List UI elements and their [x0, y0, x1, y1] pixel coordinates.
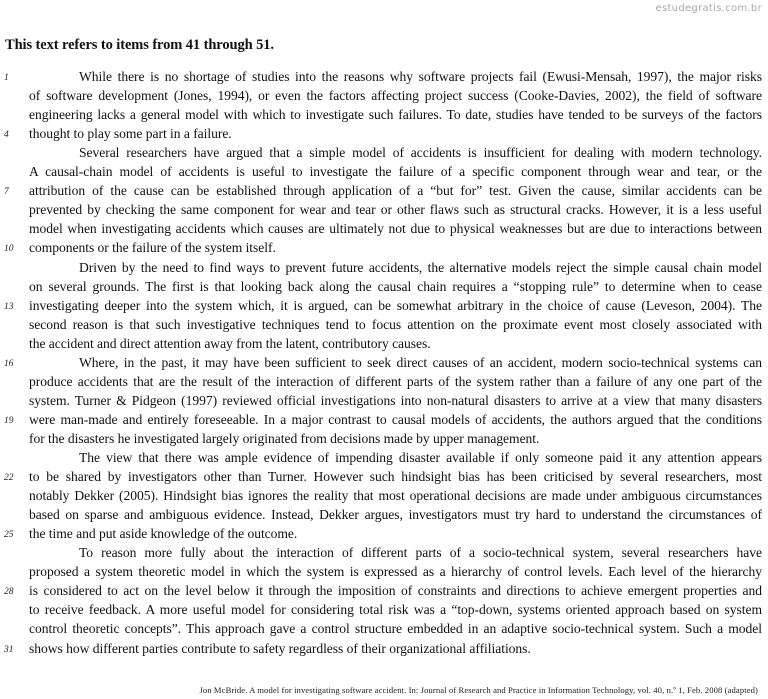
passage-line: produce accidents that are the result of the interaction of different parts of the system rather than a failure of any one part of the — [29, 373, 762, 389]
line-number: 19 — [4, 415, 14, 426]
passage-line: A causal-chain model of accidents is useful to investigate the failure of a specific component through wear and tear, or the — [29, 164, 762, 180]
passage-line: control theoretic concepts”. This approach gave a control structure embedded in an adaptive socio-technical system. Such a model — [29, 621, 762, 637]
passage-line: is considered to act on the level below it through the imposition of constraints and directions to achieve emergent properties and — [29, 583, 762, 599]
passage-line: second reason is that such investigative techniques tend to focus attention on the proximate event most closely associated with — [29, 316, 762, 332]
passage-line: to be shared by investigators other than Turner. However such hindsight bias has been criticised by several researchers, most — [29, 469, 762, 485]
passage-line: notably Dekker (2005). Hindsight bias ignores the reality that most operational decisions are made under ambiguous circumstances — [29, 488, 762, 504]
passage-line: based on sparse and ambiguous evidence. Instead, Dekker argues, investigators must try hard to understand the circumstances of — [29, 507, 762, 523]
line-number: 16 — [4, 358, 14, 369]
passage-line: components or the failure of the system itself. — [29, 240, 276, 256]
passage-line: the accident and direct attention away from the latent, contributory causes. — [29, 335, 431, 351]
passage-line: thought to play some part in a failure. — [29, 126, 232, 142]
passage-line: attribution of the cause can be established through application of a “but for” test. Given the cause, similar accidents can be — [29, 183, 762, 199]
passage-line: Driven by the need to find ways to prevent future accidents, the alternative models reject the simple causal chain model — [79, 259, 762, 275]
site-watermark: estudegratis.com.br — [655, 3, 762, 14]
line-number: 28 — [4, 587, 14, 598]
instructions-heading: This text refers to items from 41 through 51. — [5, 37, 274, 53]
line-number: 25 — [4, 530, 14, 541]
passage-line: prevented by checking the same component for wear and tear or other flaws such as structural cracks. However, it is a less useful — [29, 202, 762, 218]
line-number: 10 — [4, 244, 14, 255]
passage-line: were man-made and entirely foreseeable. In a major contrast to causal models of accidents, the authors argued that the conditions — [29, 411, 762, 427]
passage-line: for the disasters he investigated largely originated from decisions made by upper management. — [29, 430, 540, 446]
passage-line: on several grounds. The first is that looking back along the causal chain requires a “stopping rule” to determine when to cease — [29, 278, 762, 294]
passage-line: Where, in the past, it may have been sufficient to seek direct causes of an accident, modern socio-technical systems can — [79, 354, 762, 370]
line-number: 22 — [4, 473, 14, 484]
line-number: 4 — [4, 130, 9, 141]
passage-line: of software development (Jones, 1994), or even the factors affecting project success (Cooke-Davies, 2002), the field of software — [29, 88, 762, 104]
passage-line: model when investigating accidents which causes are ultimately not due to physical weaknesses but are due to interactions between — [29, 221, 762, 237]
passage-line: shows how different parties contribute to safety regardless of their organizational affiliations. — [29, 640, 531, 656]
line-number: 1 — [4, 73, 9, 83]
passage-line: to receive feedback. A more useful model for considering total risk was a “top-down, systems oriented approach based on system — [29, 602, 762, 618]
passage-line: The view that there was ample evidence of impending disaster available if only someone paid it any attention appears — [79, 450, 762, 465]
passage-line: Several researchers have argued that a simple model of accidents is insufficient for dealing with modern technology. — [79, 145, 762, 161]
passage-line: While there is no shortage of studies into the reasons why software projects fail (Ewusi-Mensah, 1997), the major risks — [79, 69, 762, 84]
passage-line: proposed a system theoretic model in which the system is expressed as a hierarchy of control levels. Each level of the hierarchy — [29, 564, 762, 580]
source-citation: Jon McBride. A model for investigating software accident. In: Journal of Research and Practice in Information Technology, vol. 40, n.º 1, Feb. 2008 (adapted) — [199, 685, 758, 695]
passage-line: system. Turner & Pidgeon (1997) reviewed official investigations into non-natural disasters to arrive at a view that many disasters — [29, 392, 762, 408]
passage-line: investigating deeper into the system which, it is argued, can be somewhat arbitrary in the choice of cause (Leveson, 2004). The — [29, 297, 762, 313]
line-number: 13 — [4, 301, 14, 312]
line-number: 31 — [4, 644, 14, 655]
passage-line: To reason more fully about the interaction of different parts of a socio-technical system, several researchers have — [79, 545, 762, 561]
passage-line: the time and put aside knowledge of the outcome. — [29, 526, 298, 542]
line-number: 7 — [4, 187, 9, 198]
passage-line: engineering lacks a general model with which to investigate such failures. To date, studies have tended to be surveys of the factors — [29, 107, 762, 123]
